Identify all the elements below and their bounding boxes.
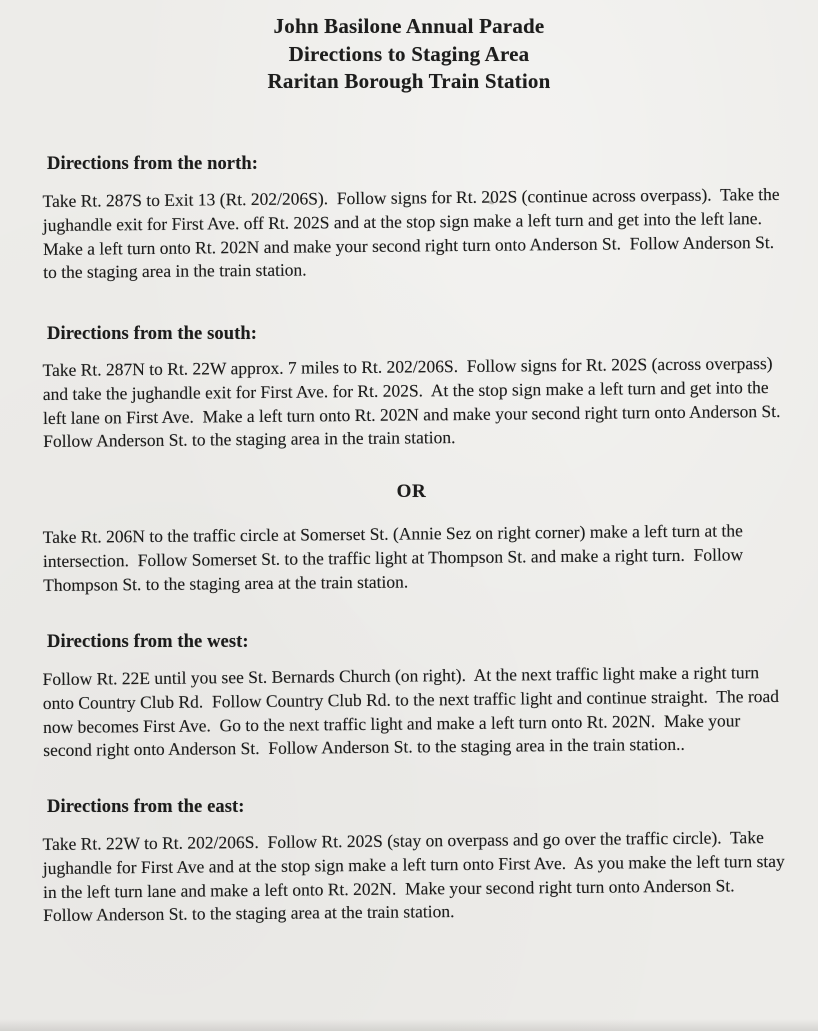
document-title-line-2: Directions to Staging Area bbox=[288, 41, 530, 66]
section-body-south: Take Rt. 287N to Rt. 22W approx. 7 miles to Rt. 202/206S. Follow signs for Rt. 202S (across overpass) and take the jughandle exit for First Ave. for Rt. 202S. At the stop sign make a left turn and get into the left lane on First Ave. Make a left turn onto Rt. 202N and make your second right turn onto Anderson St. Follow Anderson St. to the staging area in the train station. bbox=[42, 352, 790, 452]
section-heading-west: Directions from the west: bbox=[47, 632, 249, 653]
section-body-east: Take Rt. 22W to Rt. 202/206S. Follow Rt. 202S (stay on overpass and go over the traffic circle). Take jughandle for First Ave and at the stop sign make a left turn onto First Ave. As you make the left turn stay in the left turn lane and make a left onto Rt. 202N. Make your second right turn onto Anderson St. Follow Anderson St. to the staging area at the train station. bbox=[42, 827, 790, 926]
section-body-west: Follow Rt. 22E until you see St. Bernards Church (on right). At the next traffic light make a right turn onto Country Club Rd. Follow Country Club Rd. to the next traffic light and continue straight. The road now becomes First Ave. Go to the next traffic light and make a left turn onto Rt. 202N. Make your second right onto Anderson St. Follow Anderson St. to the staging area in the train station.. bbox=[42, 662, 784, 761]
section-heading-east: Directions from the east: bbox=[47, 797, 245, 818]
or-divider-label: OR bbox=[396, 480, 427, 502]
section-body-north: Take Rt. 287S to Exit 13 (Rt. 202/206S). Follow signs for Rt. 202S (continue across overpass). Take the jughandle exit for First Ave. off Rt. 202S and at the stop sign make a left turn and get into the left lane. Make a left turn onto Rt. 202N and make your second right turn onto Anderson St. Follow Anderson St. to the staging area in the train station. bbox=[42, 183, 785, 282]
section-heading-south: Directions from the south: bbox=[47, 323, 258, 344]
section-directions-north bbox=[0, 152, 818, 285]
document-title-line-3: Raritan Borough Train Station bbox=[267, 69, 551, 93]
section-directions-south bbox=[0, 322, 818, 454]
section-alternative-route bbox=[0, 480, 818, 597]
document-title-line-1: John Basilone Annual Parade bbox=[273, 14, 545, 38]
document-title bbox=[0, 0, 818, 96]
section-heading-north: Directions from the north: bbox=[47, 153, 259, 174]
scan-shadow-bottom bbox=[0, 1019, 818, 1031]
section-body-alternative: Take Rt. 206N to the traffic circle at Somerset St. (Annie Sez on right corner) make a left turn at the intersection. Follow Somerset St. to the traffic light at Thompson St. and make a right turn. Follow Thompson St. to the staging area at the train station. bbox=[42, 520, 748, 595]
section-directions-east bbox=[0, 795, 818, 928]
section-directions-west bbox=[0, 630, 818, 763]
